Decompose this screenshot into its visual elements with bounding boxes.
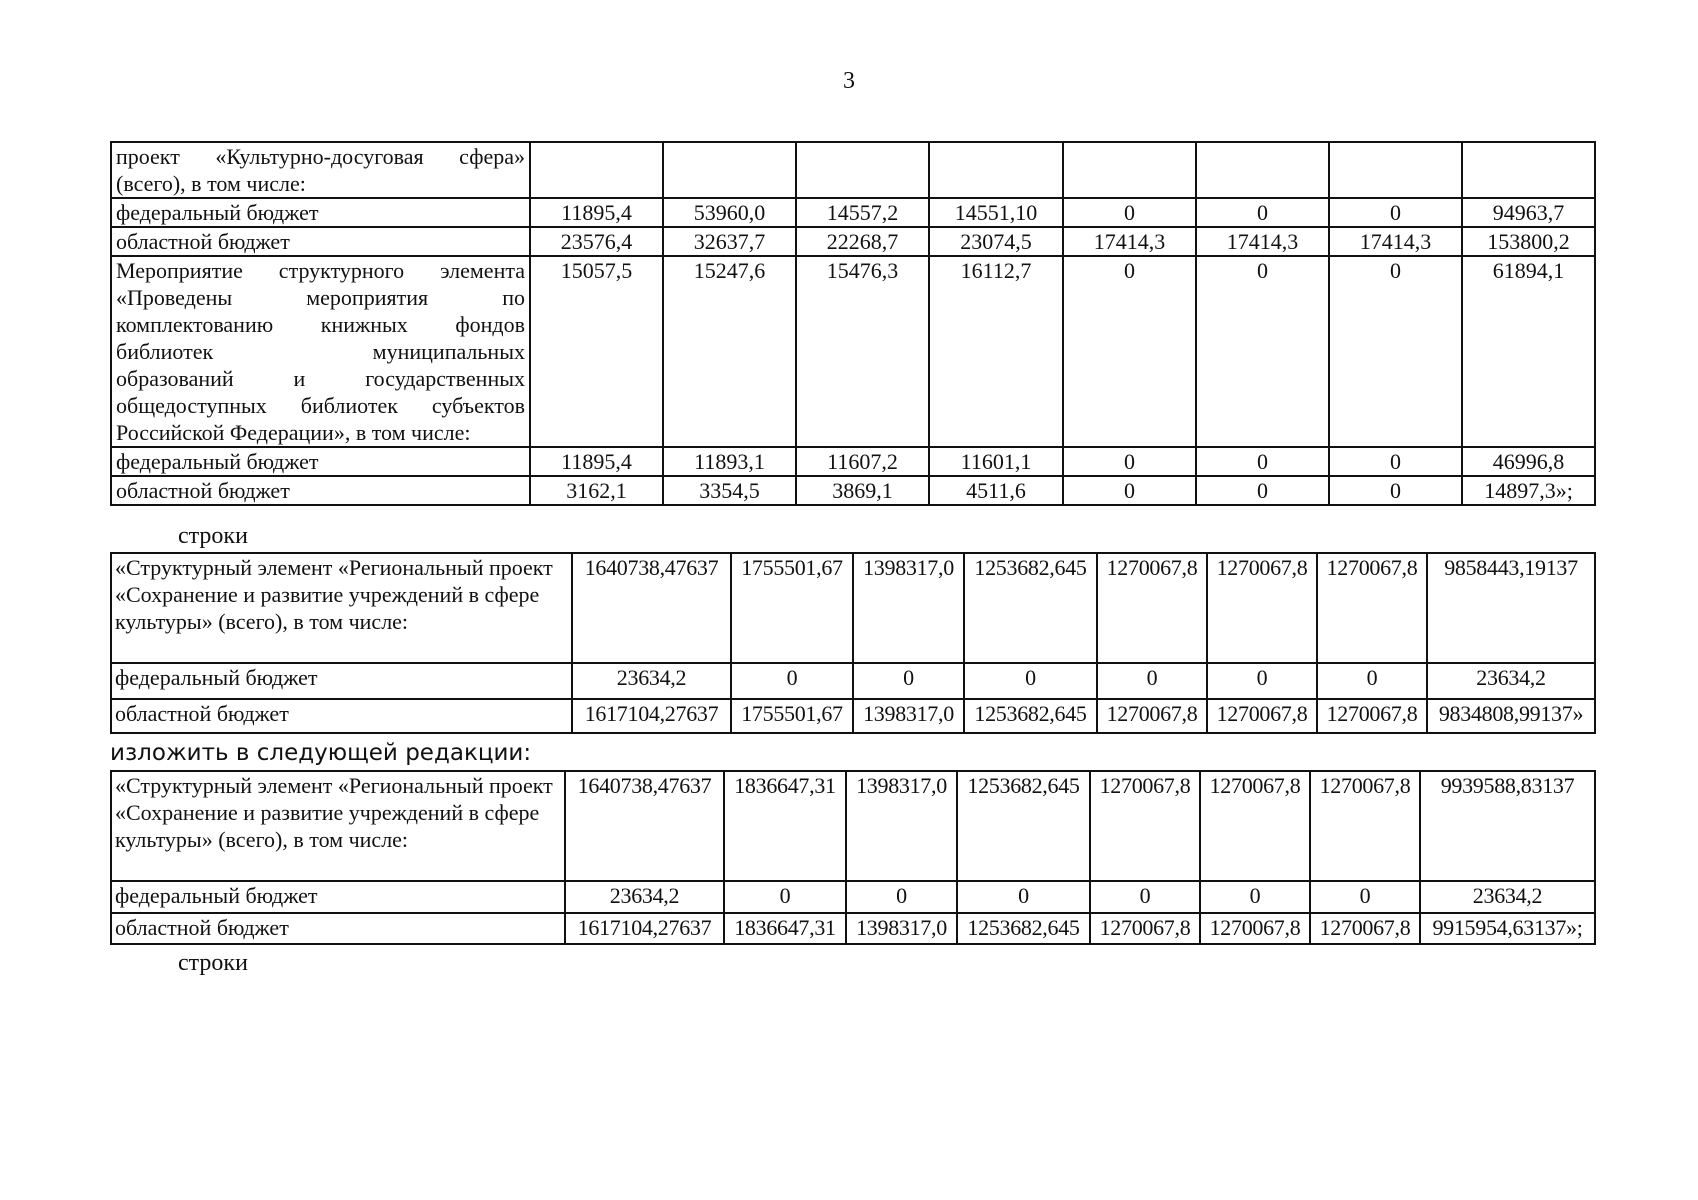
cell: 1755501,67	[731, 553, 853, 663]
cell: 1755501,67	[731, 699, 853, 733]
caption-rows: строки	[178, 523, 248, 549]
cell: 0	[1063, 476, 1196, 505]
table-row	[111, 771, 1595, 881]
cell: 1270067,8	[1090, 913, 1200, 944]
cell: 0	[846, 881, 957, 913]
label-line: образований и государственных	[116, 366, 525, 391]
row-label: «Структурный элемент «Региональный проект «Сохранение и развитие учреждений в сфере культуры» (всего), в том числе:	[111, 553, 572, 663]
cell: 0	[1196, 476, 1329, 505]
cell: 0	[1097, 663, 1207, 699]
cell	[1329, 142, 1462, 198]
cell: 1270067,8	[1207, 553, 1317, 663]
cell: 23634,2	[572, 663, 731, 699]
table-row	[111, 553, 1595, 663]
caption-amendment: изложить в следующей редакции:	[110, 740, 532, 766]
cell: 1270067,8	[1310, 771, 1420, 881]
cell: 14557,2	[796, 198, 929, 227]
cell: 0	[964, 663, 1097, 699]
table-old-structural-element	[110, 552, 1596, 734]
cell: 1836647,31	[724, 771, 846, 881]
cell	[1063, 142, 1196, 198]
cell: 0	[1196, 198, 1329, 227]
row-label: федеральный бюджет	[111, 663, 572, 699]
cell: 17414,3	[1196, 227, 1329, 256]
cell: 1270067,8	[1317, 553, 1427, 663]
cell: 1270067,8	[1310, 913, 1420, 944]
cell: 1398317,0	[853, 699, 964, 733]
cell: 16112,7	[929, 256, 1063, 447]
cell: 11895,4	[530, 198, 663, 227]
cell: 4511,6	[929, 476, 1063, 505]
table-row	[111, 142, 1595, 198]
cell: 1270067,8	[1090, 771, 1200, 881]
cell: 11607,2	[796, 447, 929, 476]
table-row	[111, 227, 1595, 256]
table-row	[111, 447, 1595, 476]
row-label: областной бюджет	[111, 476, 530, 505]
table-row	[111, 913, 1595, 944]
cell: 0	[1200, 881, 1310, 913]
cell: 9834808,99137»	[1427, 699, 1595, 733]
cell: 11895,4	[530, 447, 663, 476]
table-cultural-sphere	[110, 141, 1596, 506]
table-row	[111, 663, 1595, 699]
label-line: Мероприятие структурного элемента	[116, 258, 525, 283]
cell: 0	[1063, 447, 1196, 476]
cell: 23634,2	[565, 881, 724, 913]
cell: 0	[1196, 256, 1329, 447]
cell: 23634,2	[1420, 881, 1595, 913]
table-row	[111, 256, 1595, 447]
cell: 1640738,47637	[572, 553, 731, 663]
cell: 53960,0	[663, 198, 796, 227]
cell: 0	[724, 881, 846, 913]
cell: 17414,3	[1063, 227, 1196, 256]
row-label: областной бюджет	[111, 913, 565, 944]
cell: 0	[1329, 256, 1462, 447]
cell: 22268,7	[796, 227, 929, 256]
cell	[530, 142, 663, 198]
table-row	[111, 881, 1595, 913]
cell: 11601,1	[929, 447, 1063, 476]
cell: 3162,1	[530, 476, 663, 505]
cell: 0	[853, 663, 964, 699]
cell: 14551,10	[929, 198, 1063, 227]
cell: 0	[1063, 256, 1196, 447]
cell: 1617104,27637	[572, 699, 731, 733]
row-label: «Структурный элемент «Региональный проект «Сохранение и развитие учреждений в сфере культуры» (всего), в том числе:	[111, 771, 565, 881]
cell: 0	[957, 881, 1090, 913]
cell: 1270067,8	[1207, 699, 1317, 733]
cell: 1270067,8	[1097, 699, 1207, 733]
row-label: федеральный бюджет	[111, 881, 565, 913]
row-label	[111, 256, 530, 447]
cell: 1253682,645	[964, 553, 1097, 663]
cell: 15247,6	[663, 256, 796, 447]
cell: 15057,5	[530, 256, 663, 447]
cell: 0	[1207, 663, 1317, 699]
cell: 1270067,8	[1200, 913, 1310, 944]
cell: 32637,7	[663, 227, 796, 256]
cell: 3869,1	[796, 476, 929, 505]
cell: 94963,7	[1462, 198, 1595, 227]
cell: 14897,3»;	[1462, 476, 1595, 505]
cell: 0	[731, 663, 853, 699]
cell: 1398317,0	[846, 913, 957, 944]
row-label: областной бюджет	[111, 227, 530, 256]
cell: 15476,3	[796, 256, 929, 447]
cell	[663, 142, 796, 198]
cell	[1462, 142, 1595, 198]
cell: 1270067,8	[1317, 699, 1427, 733]
cell: 1253682,645	[957, 913, 1090, 944]
label-line: общедоступных библиотек субъектов	[116, 393, 525, 418]
cell: 0	[1329, 476, 1462, 505]
label-line: комплектованию книжных фондов	[116, 312, 525, 337]
caption-rows: строки	[178, 950, 248, 976]
cell: 46996,8	[1462, 447, 1595, 476]
label-line: библиотек муниципальных	[116, 339, 525, 364]
row-label: федеральный бюджет	[111, 447, 530, 476]
cell: 0	[1329, 198, 1462, 227]
cell: 1253682,645	[964, 699, 1097, 733]
row-label: проект «Культурно-досуговая сфера» (всего), в том числе:	[111, 142, 530, 198]
cell: 1836647,31	[724, 913, 846, 944]
cell: 3354,5	[663, 476, 796, 505]
cell: 23576,4	[530, 227, 663, 256]
cell: 0	[1196, 447, 1329, 476]
row-label: федеральный бюджет	[111, 198, 530, 227]
table-row	[111, 198, 1595, 227]
cell: 1640738,47637	[565, 771, 724, 881]
cell: 1253682,645	[957, 771, 1090, 881]
cell: 23634,2	[1427, 663, 1595, 699]
cell: 0	[1310, 881, 1420, 913]
cell: 17414,3	[1329, 227, 1462, 256]
page-number: 3	[843, 68, 855, 94]
table-row	[111, 699, 1595, 733]
cell: 61894,1	[1462, 256, 1595, 447]
cell: 1617104,27637	[565, 913, 724, 944]
cell: 1398317,0	[853, 553, 964, 663]
cell: 1270067,8	[1097, 553, 1207, 663]
cell: 0	[1329, 447, 1462, 476]
cell: 1398317,0	[846, 771, 957, 881]
label-line: «Проведены мероприятия по	[116, 285, 525, 310]
cell: 0	[1090, 881, 1200, 913]
row-label: областной бюджет	[111, 699, 572, 733]
cell: 1270067,8	[1200, 771, 1310, 881]
cell: 9939588,83137	[1420, 771, 1595, 881]
table-row	[111, 476, 1595, 505]
cell	[796, 142, 929, 198]
cell: 0	[1063, 198, 1196, 227]
cell: 9915954,63137»;	[1420, 913, 1595, 944]
cell: 9858443,19137	[1427, 553, 1595, 663]
cell: 23074,5	[929, 227, 1063, 256]
cell: 11893,1	[663, 447, 796, 476]
cell	[1196, 142, 1329, 198]
cell	[929, 142, 1063, 198]
cell: 153800,2	[1462, 227, 1595, 256]
label-line: Российской Федерации», в том числе:	[116, 420, 471, 445]
table-new-structural-element	[110, 770, 1596, 945]
cell: 0	[1317, 663, 1427, 699]
